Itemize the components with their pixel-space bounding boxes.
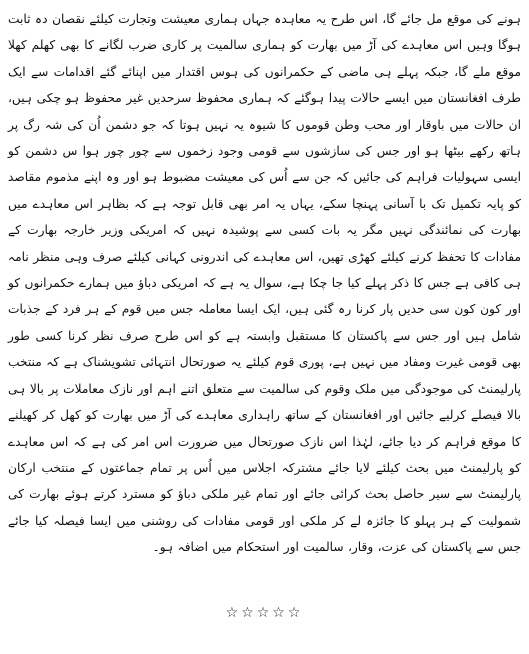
- end-of-article-stars: ☆☆☆☆☆: [225, 605, 304, 621]
- article-page: [8, 6, 521, 648]
- article-paragraph: ہونے کی موقع مل جائے گا، اس طرح یہ معاہدہ جہاں ہماری معیشت وتجارت کیلئے نقصان دہ ثابت ہوگا وہیں اس معاہدے کی آڑ میں بھارت کو ہماری سالمیت پر کاری ضرب لگانے کا بھی کھلم کھلا موقع ملے گا، جبکہ پہلے ہی ماضی کے حکمرانوں کی ہوس اقتدار میں اپنائے گئے اقدامات سے ایک طرف افغانستان میں ایسے حالات پیدا ہوگئے کہ ہماری محفوظ سرحدیں غیر محفوظ ہو چکی ہیں، ان حالات میں باوقار اور محب وطن قوموں کا شیوہ یہ نہیں ہوتا کہ جو دشمن اُن کی شہ رگ پر ہاتھ رکھے بیٹھا ہو اور جس کی سازشوں سے قومی وجود زخموں سے چور چور ہوا س دشمن کو ایسی سہولیات فراہم کی جائیں کہ جن سے اُس کی معیشت مضبوط ہو اور وہ اپنے مذموم مقاصد کو پایہ تکمیل تک با آسانی پہنچا سکے، یہاں یہ امر بھی قابل توجہ ہے کہ بظاہر اس معاہدے میں بھارت کی نمائندگی نہیں مگر یہ بات کسی سے پوشیدہ نہیں کہ امریکی وزیر خارجہ بھارت کے مفادات کا تحفظ کرنے کیلئے کھڑی تھیں، اس معاہدے کی اندرونی کہانی کیلئے صرف وہی منظر نامہ ہی کافی ہے جس کا ذکر پہلے کیا جا چکا ہے، سوال یہ ہے کہ امریکی دباؤ میں ہمارے حکمرانوں کو اور کون کون سی حدیں پار کرنا رہ گئی ہیں، ایک ایسا معاملہ جس میں قوم کے ہر فرد کے جذبات شامل ہیں اور جس سے پاکستان کا مستقبل وابستہ ہے کو اس طرح صرف نظر کرنا کسی طور بھی قومی غیرت ومفاد میں نہیں ہے، پوری قوم کیلئے یہ صورتحال انتہائی تشویشناک ہے کہ منتخب پارلیمنٹ کی موجودگی میں ملک وقوم کی سالمیت سے متعلق اتنے اہم اور نازک معاملات پر بالا ہی بالا فیصلے کرلیے جائیں اور افغانستان کے ساتھ راہداری معاہدے کی آڑ میں بھارت کو کھل کر کھیلنے کا موقع فراہم کر دیا جائے، لہٰذا اس نازک صورتحال میں ضرورت اس امر کی ہے کہ اس معاہدے کو پارلیمنٹ میں بحث کیلئے لایا جائے مشترکہ اجلاس میں اُس پر تمام جماعتوں کے منتخب ارکان پارلیمنٹ سے سیر حاصل بحث کرائی جائے اور تمام غیر ملکی دباؤ کو مسترد کرتے ہوئے بھارت کی شمولیت کے ہر پہلو کا جائزہ لے کر ملکی اور قومی مفادات کی روشنی میں ایسا فیصلہ کیا جائے جس سے پاکستان کی عزت، وقار، سالمیت اور استحکام میں اضافہ ہو۔: [8, 12, 521, 555]
